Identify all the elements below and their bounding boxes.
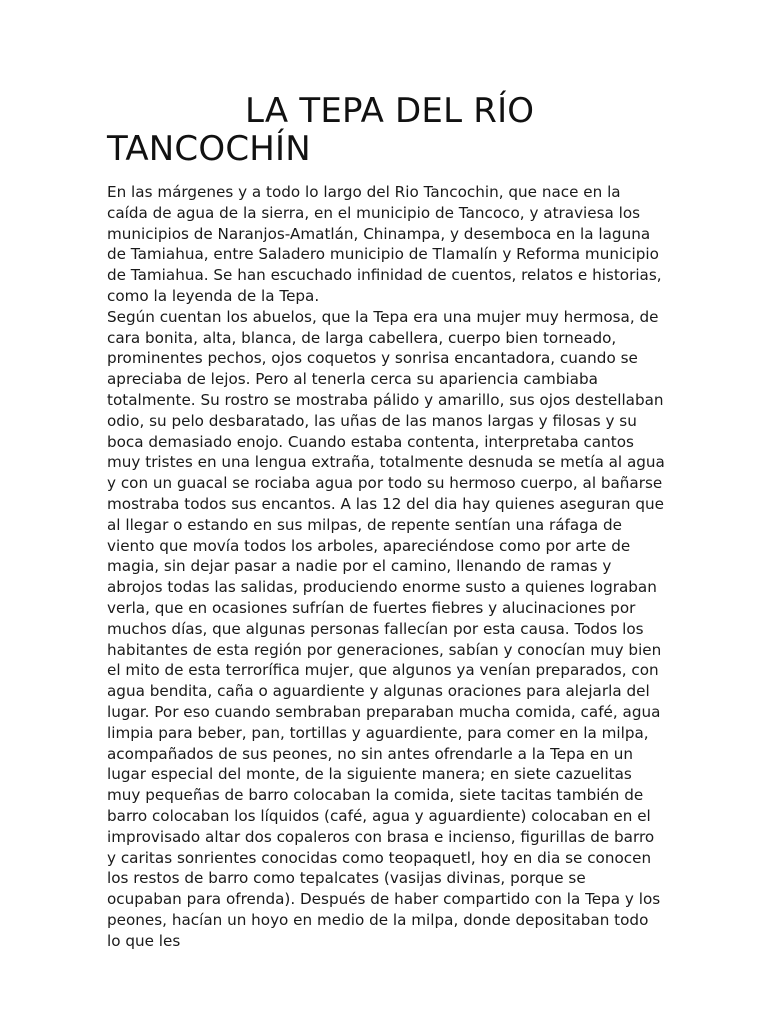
- document-title: LA TEPA DEL RÍO TANCOCHÍN: [107, 91, 535, 169]
- paragraph-intro: En las márgenes y a todo lo largo del Rio Tancochin, que nace en la caída de agua de la sierra, en el municipio de Tancoco, y atraviesa los municipios de Naranjos-Amatlán, Chinampa, y desemboca en la laguna de Tamiahua, entre Saladero municipio de Tlamalín y Reforma municipio de Tamiahua. Se han escuchado infinidad de cuentos, relatos e historias, como la leyenda de la Tepa.: [107, 183, 662, 305]
- paragraph-legend: Según cuentan los abuelos, que la Tepa era una mujer muy hermosa, de cara bonita, alta, blanca, de larga cabellera, cuerpo bien torneado, prominentes pechos, ojos coquetos y sonrisa encantadora, cuando se apreciaba de lejos. Pero al tenerla cerca su apariencia cambiaba totalmente. Su rostro se mostraba pálido y amarillo, sus ojos destellaban odio, su pelo desbaratado, las uñas de las manos largas y filosas y su boca demasiado enojo. Cuando estaba contenta, interpretaba cantos muy tristes en una lengua extraña, totalmente desnuda se metía al agua y con un guacal se rociaba agua por todo su hermoso cuerpo, al bañarse mostraba todos sus encantos. A las 12 del dia hay quienes aseguran que al llegar o estando en sus milpas, de repente sentían una ráfaga de viento que movía todos los arboles, apareciéndose como por arte de magia, sin dejar pasar a nadie por el camino, llenando de ramas y abrojos todas las salidas, produciendo enorme susto a quienes lograban verla, que en ocasiones sufrían de fuertes fiebres y alucinaciones por muchos días, que algunas personas fallecían por esta causa. Todos los habitantes de esta región por generaciones, sabían y conocían muy bien el mito de esta terrorífica mujer, que algunos ya venían preparados, con agua bendita, caña o aguardiente y algunas oraciones para alejarla del lugar. Por eso cuando sembraban preparaban mucha comida, café, agua limpia para beber, pan, tortillas y aguardiente, para comer en la milpa, acompañados de sus peones, no sin antes ofrendarle a la Tepa en un lugar especial del monte, de la siguiente manera; en siete cazuelitas muy pequeñas de barro colocaban la comida, siete tacitas también de barro colocaban los líquidos (café, agua y aguardiente) colocaban en el improvisado altar dos copaleros con brasa e incienso, figurillas de barro y caritas sonrientes conocidas como teopaquetl, hoy en dia se conocen los restos de barro como tepalcates (vasijas divinas, porque se ocupaban para ofrenda). Después de haber compartido con la Tepa y los peones, hacían un hoyo en medio de la milpa, donde depositaban todo lo que les: [107, 307, 665, 950]
- document-content: [107, 92, 665, 951]
